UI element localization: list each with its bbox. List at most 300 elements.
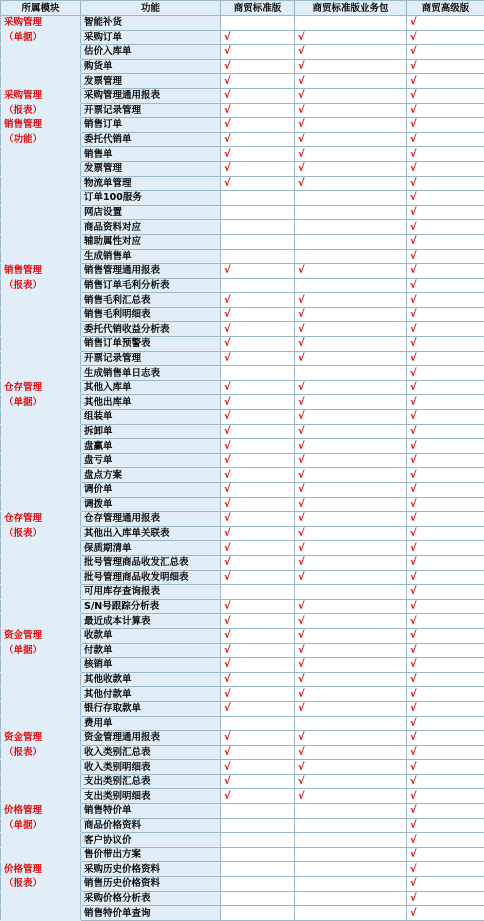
function-cell: 智能补货 [81, 16, 221, 31]
check-mark-icon: √ [410, 134, 417, 145]
standard-check-cell [221, 745, 295, 760]
check-mark-icon: √ [224, 499, 231, 510]
module-cell: 价格管理 [1, 862, 81, 877]
advanced-check-cell [407, 877, 484, 892]
check-mark-icon: √ [298, 426, 305, 437]
advanced-check-cell [407, 322, 484, 337]
check-mark-icon: √ [224, 543, 231, 554]
table-row [1, 395, 484, 410]
check-mark-icon: √ [224, 324, 231, 335]
function-cell: 调拨单 [81, 497, 221, 512]
function-cell: 销售管理通用报表 [81, 264, 221, 279]
function-cell: 费用单 [81, 716, 221, 731]
standard-check-cell [221, 439, 295, 454]
check-mark-icon: √ [298, 732, 305, 743]
check-mark-icon: √ [224, 572, 231, 583]
module-cell [1, 453, 81, 468]
table-row [1, 760, 484, 775]
business-check-cell [295, 468, 407, 483]
check-mark-icon: √ [298, 689, 305, 700]
check-mark-icon: √ [410, 849, 417, 860]
check-mark-icon: √ [410, 192, 417, 203]
business-check-cell [295, 483, 407, 498]
function-cell: 采购管理通用报表 [81, 88, 221, 103]
standard-check-cell [221, 862, 295, 877]
standard-check-cell [221, 220, 295, 235]
check-mark-icon: √ [224, 441, 231, 452]
advanced-check-cell [407, 833, 484, 848]
standard-check-cell [221, 672, 295, 687]
check-mark-icon: √ [298, 499, 305, 510]
business-check-cell [295, 351, 407, 366]
business-check-cell [295, 264, 407, 279]
advanced-check-cell [407, 541, 484, 556]
standard-check-cell [221, 847, 295, 862]
standard-check-cell [221, 88, 295, 103]
check-mark-icon: √ [298, 674, 305, 685]
table-row [1, 862, 484, 877]
advanced-check-cell [407, 439, 484, 454]
advanced-check-cell [407, 45, 484, 60]
business-check-cell [295, 439, 407, 454]
check-mark-icon: √ [410, 601, 417, 612]
module-cell [1, 234, 81, 249]
check-mark-icon: √ [410, 280, 417, 291]
check-mark-icon: √ [298, 441, 305, 452]
function-cell: 商品价格资料 [81, 818, 221, 833]
check-mark-icon: √ [224, 338, 231, 349]
module-cell [1, 410, 81, 425]
table-row [1, 366, 484, 381]
check-mark-icon: √ [410, 908, 417, 919]
check-mark-icon: √ [298, 557, 305, 568]
module-cell: （单据） [1, 395, 81, 410]
check-mark-icon: √ [298, 411, 305, 422]
module-cell: （报表） [1, 526, 81, 541]
check-mark-icon: √ [224, 747, 231, 758]
advanced-check-cell [407, 716, 484, 731]
check-mark-icon: √ [298, 295, 305, 306]
function-cell: 开票记录管理 [81, 351, 221, 366]
advanced-check-cell [407, 205, 484, 220]
table-row [1, 45, 484, 60]
business-check-cell [295, 541, 407, 556]
function-cell: 物流单管理 [81, 176, 221, 191]
module-cell [1, 789, 81, 804]
check-mark-icon: √ [224, 295, 231, 306]
business-check-cell [295, 906, 407, 921]
business-check-cell [295, 862, 407, 877]
function-cell: 盘点方案 [81, 468, 221, 483]
check-mark-icon: √ [410, 295, 417, 306]
check-mark-icon: √ [298, 543, 305, 554]
table-row [1, 439, 484, 454]
function-cell: 辅助属性对应 [81, 234, 221, 249]
business-check-cell [295, 30, 407, 45]
check-mark-icon: √ [224, 791, 231, 802]
standard-check-cell [221, 118, 295, 133]
table-row [1, 672, 484, 687]
business-check-cell [295, 555, 407, 570]
advanced-check-cell [407, 760, 484, 775]
module-cell: 仓存管理 [1, 380, 81, 395]
business-check-cell [295, 585, 407, 600]
advanced-check-cell [407, 366, 484, 381]
standard-check-cell [221, 731, 295, 746]
check-mark-icon: √ [224, 90, 231, 101]
function-cell: 收款单 [81, 628, 221, 643]
advanced-check-cell [407, 745, 484, 760]
business-check-cell [295, 424, 407, 439]
function-cell: 网店设置 [81, 205, 221, 220]
business-check-cell [295, 74, 407, 89]
check-mark-icon: √ [224, 178, 231, 189]
module-cell [1, 701, 81, 716]
standard-check-cell [221, 833, 295, 848]
standard-check-cell [221, 512, 295, 527]
check-mark-icon: √ [410, 90, 417, 101]
module-cell [1, 161, 81, 176]
function-cell: 组装单 [81, 410, 221, 425]
standard-check-cell [221, 628, 295, 643]
module-cell [1, 322, 81, 337]
standard-check-cell [221, 760, 295, 775]
check-mark-icon: √ [410, 119, 417, 130]
table-row [1, 234, 484, 249]
standard-check-cell [221, 395, 295, 410]
business-check-cell [295, 833, 407, 848]
advanced-check-cell [407, 818, 484, 833]
business-check-cell [295, 745, 407, 760]
business-check-cell [295, 599, 407, 614]
business-check-cell [295, 337, 407, 352]
standard-check-cell [221, 249, 295, 264]
check-mark-icon: √ [224, 630, 231, 641]
check-mark-icon: √ [298, 791, 305, 802]
table-row [1, 877, 484, 892]
table-row [1, 541, 484, 556]
check-mark-icon: √ [410, 46, 417, 57]
check-mark-icon: √ [298, 134, 305, 145]
business-check-cell [295, 818, 407, 833]
module-cell [1, 497, 81, 512]
advanced-check-cell [407, 118, 484, 133]
check-mark-icon: √ [298, 265, 305, 276]
function-cell: 销售历史价格资料 [81, 877, 221, 892]
advanced-check-cell [407, 731, 484, 746]
module-cell [1, 483, 81, 498]
business-check-cell [295, 526, 407, 541]
table-row [1, 731, 484, 746]
standard-check-cell [221, 307, 295, 322]
module-cell [1, 891, 81, 906]
table-row [1, 570, 484, 585]
check-mark-icon: √ [410, 762, 417, 773]
business-check-cell [295, 774, 407, 789]
standard-check-cell [221, 16, 295, 31]
table-row [1, 804, 484, 819]
check-mark-icon: √ [410, 674, 417, 685]
business-check-cell [295, 395, 407, 410]
check-mark-icon: √ [298, 61, 305, 72]
business-check-cell [295, 687, 407, 702]
check-mark-icon: √ [410, 557, 417, 568]
advanced-check-cell [407, 906, 484, 921]
function-cell: 发票管理 [81, 161, 221, 176]
business-check-cell [295, 118, 407, 133]
table-row [1, 307, 484, 322]
module-cell [1, 307, 81, 322]
check-mark-icon: √ [298, 90, 305, 101]
check-mark-icon: √ [298, 601, 305, 612]
table-row [1, 205, 484, 220]
table-row [1, 891, 484, 906]
check-mark-icon: √ [410, 149, 417, 160]
advanced-check-cell [407, 103, 484, 118]
check-mark-icon: √ [224, 105, 231, 116]
check-mark-icon: √ [298, 119, 305, 130]
module-cell [1, 45, 81, 60]
module-cell [1, 424, 81, 439]
table-row [1, 132, 484, 147]
standard-check-cell [221, 264, 295, 279]
module-cell [1, 191, 81, 206]
standard-check-cell [221, 701, 295, 716]
header-row [1, 1, 484, 16]
business-check-cell [295, 307, 407, 322]
business-check-cell [295, 220, 407, 235]
module-cell [1, 366, 81, 381]
check-mark-icon: √ [224, 601, 231, 612]
table-row [1, 526, 484, 541]
table-row [1, 643, 484, 658]
business-check-cell [295, 453, 407, 468]
business-check-cell [295, 380, 407, 395]
advanced-check-cell [407, 526, 484, 541]
table-row [1, 774, 484, 789]
business-check-cell [295, 322, 407, 337]
function-cell: 采购历史价格资料 [81, 862, 221, 877]
business-check-cell [295, 570, 407, 585]
business-check-cell [295, 512, 407, 527]
check-mark-icon: √ [410, 368, 417, 379]
check-mark-icon: √ [410, 703, 417, 714]
advanced-check-cell [407, 701, 484, 716]
advanced-check-cell [407, 30, 484, 45]
module-cell: 销售管理 [1, 118, 81, 133]
module-cell [1, 249, 81, 264]
check-mark-icon: √ [410, 76, 417, 87]
check-mark-icon: √ [298, 455, 305, 466]
table-row [1, 161, 484, 176]
business-check-cell [295, 701, 407, 716]
function-cell: 其他付款单 [81, 687, 221, 702]
module-cell [1, 205, 81, 220]
business-check-cell [295, 59, 407, 74]
check-mark-icon: √ [224, 426, 231, 437]
module-cell: 采购管理 [1, 16, 81, 31]
advanced-check-cell [407, 74, 484, 89]
table-row [1, 351, 484, 366]
table-row [1, 847, 484, 862]
function-cell: 仓存管理通用报表 [81, 512, 221, 527]
business-check-cell [295, 847, 407, 862]
module-cell [1, 468, 81, 483]
check-mark-icon: √ [410, 163, 417, 174]
business-check-cell [295, 205, 407, 220]
advanced-check-cell [407, 395, 484, 410]
check-mark-icon: √ [298, 703, 305, 714]
module-cell [1, 658, 81, 673]
check-mark-icon: √ [224, 484, 231, 495]
function-cell: 其他入库单 [81, 380, 221, 395]
function-cell: 拆卸单 [81, 424, 221, 439]
module-cell: （单据） [1, 643, 81, 658]
business-check-cell [295, 278, 407, 293]
check-mark-icon: √ [224, 659, 231, 670]
standard-check-cell [221, 45, 295, 60]
module-cell: （报表） [1, 745, 81, 760]
business-check-cell [295, 614, 407, 629]
table-row [1, 658, 484, 673]
standard-check-cell [221, 658, 295, 673]
check-mark-icon: √ [410, 426, 417, 437]
module-cell: （报表） [1, 877, 81, 892]
function-cell: 订单100服务 [81, 191, 221, 206]
check-mark-icon: √ [410, 251, 417, 262]
check-mark-icon: √ [298, 659, 305, 670]
advanced-check-cell [407, 176, 484, 191]
header-advanced-edition: 商贸高级版 [407, 1, 484, 16]
table-row [1, 585, 484, 600]
function-cell: 其他出入库单关联表 [81, 526, 221, 541]
business-check-cell [295, 643, 407, 658]
table-row [1, 264, 484, 279]
table-row [1, 716, 484, 731]
advanced-check-cell [407, 599, 484, 614]
business-check-cell [295, 497, 407, 512]
table-row [1, 59, 484, 74]
module-cell [1, 906, 81, 921]
check-mark-icon: √ [224, 411, 231, 422]
table-row [1, 220, 484, 235]
advanced-check-cell [407, 570, 484, 585]
table-row [1, 191, 484, 206]
function-cell: 销售特价单 [81, 804, 221, 819]
module-cell [1, 220, 81, 235]
function-cell: 支出类别汇总表 [81, 774, 221, 789]
advanced-check-cell [407, 687, 484, 702]
module-cell [1, 614, 81, 629]
module-cell [1, 59, 81, 74]
function-cell: 最近成本计算表 [81, 614, 221, 629]
check-mark-icon: √ [410, 411, 417, 422]
function-cell: 开票记录管理 [81, 103, 221, 118]
check-mark-icon: √ [224, 32, 231, 43]
check-mark-icon: √ [224, 265, 231, 276]
function-cell: 估价入库单 [81, 45, 221, 60]
check-mark-icon: √ [224, 163, 231, 174]
module-cell [1, 74, 81, 89]
table-row [1, 337, 484, 352]
table-row [1, 322, 484, 337]
check-mark-icon: √ [410, 513, 417, 524]
standard-check-cell [221, 366, 295, 381]
advanced-check-cell [407, 658, 484, 673]
advanced-check-cell [407, 220, 484, 235]
check-mark-icon: √ [410, 397, 417, 408]
check-mark-icon: √ [410, 864, 417, 875]
advanced-check-cell [407, 337, 484, 352]
standard-check-cell [221, 191, 295, 206]
advanced-check-cell [407, 512, 484, 527]
standard-check-cell [221, 161, 295, 176]
standard-check-cell [221, 526, 295, 541]
standard-check-cell [221, 877, 295, 892]
check-mark-icon: √ [410, 732, 417, 743]
advanced-check-cell [407, 804, 484, 819]
check-mark-icon: √ [410, 32, 417, 43]
check-mark-icon: √ [298, 178, 305, 189]
module-cell [1, 439, 81, 454]
table-row [1, 906, 484, 921]
check-mark-icon: √ [410, 353, 417, 364]
module-cell [1, 570, 81, 585]
table-row [1, 30, 484, 45]
check-mark-icon: √ [410, 207, 417, 218]
module-cell: 资金管理 [1, 731, 81, 746]
function-cell: S/N号跟踪分析表 [81, 599, 221, 614]
check-mark-icon: √ [410, 835, 417, 846]
advanced-check-cell [407, 161, 484, 176]
module-cell [1, 716, 81, 731]
check-mark-icon: √ [410, 17, 417, 28]
check-mark-icon: √ [410, 105, 417, 116]
advanced-check-cell [407, 380, 484, 395]
module-cell [1, 147, 81, 162]
business-check-cell [295, 760, 407, 775]
module-cell: 销售管理 [1, 264, 81, 279]
check-mark-icon: √ [298, 105, 305, 116]
standard-check-cell [221, 687, 295, 702]
standard-check-cell [221, 380, 295, 395]
standard-check-cell [221, 599, 295, 614]
check-mark-icon: √ [410, 324, 417, 335]
check-mark-icon: √ [224, 528, 231, 539]
check-mark-icon: √ [224, 46, 231, 57]
function-cell: 销售特价单查询 [81, 906, 221, 921]
function-cell: 盘赢单 [81, 439, 221, 454]
business-check-cell [295, 658, 407, 673]
check-mark-icon: √ [298, 572, 305, 583]
check-mark-icon: √ [410, 776, 417, 787]
standard-check-cell [221, 147, 295, 162]
advanced-check-cell [407, 497, 484, 512]
business-check-cell [295, 891, 407, 906]
function-cell: 银行存取款单 [81, 701, 221, 716]
standard-check-cell [221, 410, 295, 425]
module-cell: 价格管理 [1, 804, 81, 819]
advanced-check-cell [407, 468, 484, 483]
module-cell [1, 760, 81, 775]
check-mark-icon: √ [224, 61, 231, 72]
function-cell: 销售订单预警表 [81, 337, 221, 352]
function-cell: 批号管理商品收发汇总表 [81, 555, 221, 570]
check-mark-icon: √ [410, 659, 417, 670]
advanced-check-cell [407, 16, 484, 31]
advanced-check-cell [407, 234, 484, 249]
check-mark-icon: √ [410, 441, 417, 452]
